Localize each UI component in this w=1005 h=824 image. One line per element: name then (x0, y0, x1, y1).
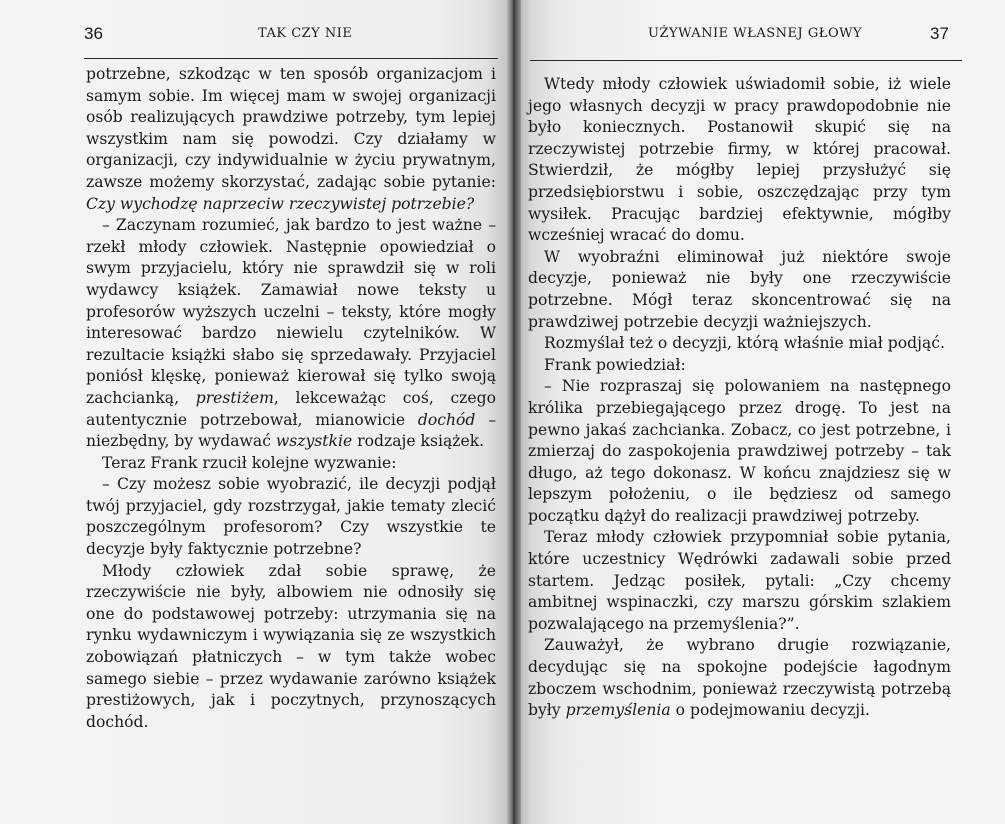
text-run: – Czy możesz sobie wyobrazić, ile decyzji podjął twój przyjaciel, gdy rozstrzygał, jakie tematy zlecić poszczególnym profesorom? Czy wszystkie te decyzje były faktycznie potrzebne? (86, 475, 496, 559)
paragraph (86, 215, 496, 453)
text-run: o podejmowaniu decyzji. (670, 701, 870, 720)
paragraph (528, 247, 951, 333)
text-run: W wyobraźni eliminował już niektóre swoje decyzje, ponieważ nie były one rzeczywiście potrzebne. Mógł teraz skoncentrować się na prawdziwej potrzebie decyzji ważniejszych. (528, 247, 951, 331)
right-page-number: 37 (930, 24, 949, 43)
right-body-text (528, 74, 951, 722)
paragraph (528, 635, 951, 721)
paragraph (528, 355, 951, 377)
right-header-rule (530, 60, 962, 61)
italic-text: prestiżem (195, 388, 274, 407)
text-run: rodzaje książek. (352, 432, 485, 451)
left-page-number: 36 (84, 24, 103, 43)
italic-text: dochód (417, 410, 476, 429)
text-run: Zauważył, że wybrano drugie rozwiązanie, decydując się na spokojne podejście łagodnym zboczem wschodnim, ponieważ rzeczywistą potrzebą były (528, 636, 951, 720)
text-run: Rozmyślał też o decyzji, którą właśnie miał podjąć. (544, 334, 945, 353)
italic-text: przemyślenia (565, 701, 671, 720)
paragraph (528, 376, 951, 527)
right-running-head: UŻYWANIE WŁASNEJ GŁOWY (648, 26, 863, 41)
paragraph (86, 64, 496, 215)
text-run: Teraz Frank rzucił kolejne wyzwanie: (102, 453, 397, 472)
text-run: Młody człowiek zdał sobie sprawę, że rzeczywiście nie były, albowiem nie odnosiły się one do podstawowej potrzeby: utrzymania się na rynku wydawniczym i wywiązania się ze wszystkich zobowiązań płatniczych – w tym także wobec samego siebie – przez wydawanie zarówno książek prestiżowych, jak i poczytnych, przynoszących dochód. (86, 561, 496, 731)
paragraph (528, 333, 951, 355)
left-body-text (86, 64, 496, 733)
left-running-head: TAK CZY NIE (258, 26, 353, 41)
text-run: Wtedy młody człowiek uświadomił sobie, iż wiele jego własnych decyzji w pracy prawdopodobnie nie było koniecznych. Postanowił skupić się na rzeczywistej potrzebie firmy, w której pracował. Stwierdził, że mógłby lepiej przysłużyć się przedsiębiorstwu i sobie, oszczędzając przy tym wysiłek. Pracując bardziej efektywnie, mógłby wcześniej wracać do domu. (528, 75, 951, 245)
text-run: – niezbędny, by wydawać (86, 410, 496, 451)
text-run: – Zaczynam rozumieć, jak bardzo to jest ważne – rzekł młody człowiek. Następnie opowiedział o swym przyjacielu, który nie sprawdził się w roli wydawcy książek. Zamawiał nowe teksty u profesorów wyższych uczelni – teksty, które mogły interesować bardzo niewielu czytelników. W rezultacie książki słabo się sprzedawały. Przyjaciel poniósł klęskę, ponieważ kierował się tylko swoją zachcianką, (86, 216, 496, 407)
text-run: – Nie rozpraszaj się polowaniem na następnego królika przebiegającego przez drogę. To jest na pewno jakaś zachcianka. Zobacz, co jest potrzebne, i zmierzaj do zaspokojenia prawdziwej potrzeby – tak długo, aż tego dokonasz. W końcu znajdziesz się w lepszym położeniu, o ile będziesz od samego początku dążył do realizacji prawdziwej potrzeby. (528, 377, 951, 525)
text-run: Teraz młody człowiek przypomniał sobie pytania, które uczestnicy Wędrówki zadawali sobie przed startem. Jedząc posiłek, pytali: „Czy chcemy ambitnej wspinaczki, czy marszu górskim szlakiem pozwalającego na przemyślenia?”. (528, 528, 951, 633)
text-run: , lekceważąc coś, czego autentycznie potrzebował, mianowicie (86, 388, 496, 429)
paragraph (86, 474, 496, 560)
paragraph (528, 527, 951, 635)
left-header-rule (84, 58, 498, 59)
paragraph (528, 74, 951, 247)
italic-text: Czy wychodzę naprzeciw rzeczywistej potrzebie? (86, 194, 475, 213)
book-gutter (505, 0, 521, 824)
text-run: Frank powiedział: (544, 355, 686, 374)
paragraph (86, 561, 496, 734)
paragraph (86, 453, 496, 475)
text-run: potrzebne, szkodząc w ten sposób organizacjom i samym sobie. Im więcej mam w swojej organizacji osób realizujących prawdziwe potrzeby, tym lepiej wszystkim nam się powodzi. Czy działamy w organizacji, czy indywidualnie w życiu prywatnym, zawsze możemy skorzystać, zadając sobie pytanie: (86, 65, 496, 191)
italic-text: wszystkie (275, 432, 353, 451)
